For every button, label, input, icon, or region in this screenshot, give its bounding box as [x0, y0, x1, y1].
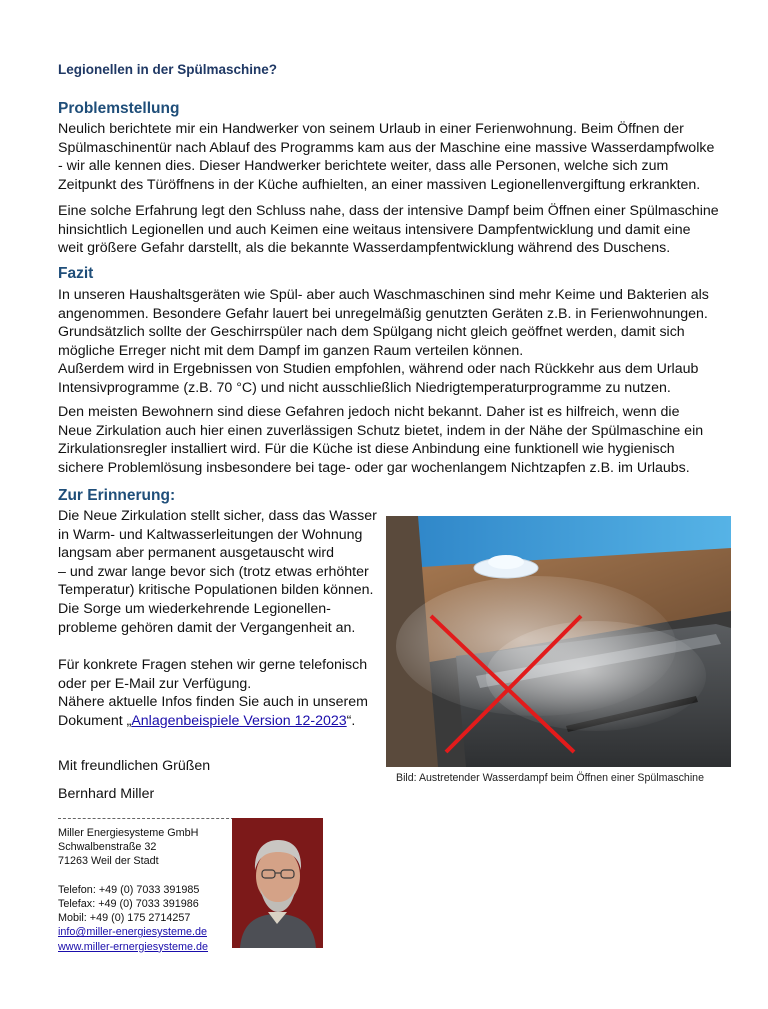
page-title: Legionellen in der Spülmaschine?	[58, 62, 278, 77]
mobile: Mobil: +49 (0) 175 2714257	[58, 912, 191, 925]
company-name: Miller Energiesysteme GmbH	[58, 827, 199, 839]
text-line: Neue Zirkulation auch hier einen zuverlässigen Schutz bietet, indem in der Nähe der Spülmaschine ein	[58, 422, 704, 439]
text-line: Zeitpunkt des Türöffnens in der Küche aufhielten, an einer massiven Legionellenvergiftung erkrankten.	[58, 176, 701, 193]
website-link[interactable]: www.miller-ernergiesysteme.de	[58, 940, 209, 953]
text-line: Temperatur) kritische Populationen bilden können.	[58, 582, 374, 599]
fax: Telefax: +49 (0) 7033 391986	[58, 898, 199, 910]
phone: Telefon: +49 (0) 7033 391985	[58, 883, 200, 896]
problem-heading: Problemstellung	[58, 100, 180, 117]
text-line: - wir alle kennen dies. Dieser Handwerker berichtete weiter, dass alle Personen, welche sich zum	[58, 158, 669, 175]
dishwasher-steam-photo	[386, 516, 731, 767]
text-line: In unseren Haushaltsgeräten wie Spül- aber auch Waschmaschinen sind mehr Keime und Bakterien als	[58, 287, 709, 303]
text-line: – und zwar lange bevor sich (trotz etwas erhöhter	[58, 563, 369, 580]
document-reference-line	[58, 712, 378, 731]
text-line: Grundsätzlich sollte der Geschirrspüler nach dem Spülgang nicht gleich geöffnet werden, damit sich	[58, 324, 685, 341]
text-line: mögliche Erreger nicht mit dem Dampf im ganzen Raum verteilen können.	[58, 342, 524, 359]
signature-divider	[58, 818, 234, 819]
text-line: probleme gehören damit der Vergangenheit an.	[58, 619, 356, 636]
text-line: Die Sorge um wiederkehrende Legionellen-	[58, 600, 331, 617]
spacer	[58, 869, 228, 883]
text-line: sichere Problemlösung insbesondere bei tage- oder gar wochenlangem Nichtzapfen z.B. im Urlaubs.	[58, 459, 690, 476]
text-line: Zirkulationsregler installiert wird. Für die Küche ist diese Anbindung eine funktionell wie hygienisch	[58, 441, 675, 458]
fazit-heading: Fazit	[58, 265, 94, 282]
document-link[interactable]: Anlagenbeispiele Version 12-2023	[131, 712, 347, 729]
text-line: Spülmaschinentür nach Ablauf des Programms kam aus der Maschine eine massive Wasserdampfwolke	[58, 139, 715, 156]
text-line: in Warm- und Kaltwasserleitungen der Wohnung	[58, 526, 363, 543]
doc-prefix: Dokument „	[58, 712, 132, 729]
text-line: Außerdem wird in Ergebnissen von Studien empfohlen, während oder nach Rückkehr aus dem Urlaub	[58, 361, 699, 378]
text-line: Den meisten Bewohnern sind diese Gefahren jedoch nicht bekannt. Daher ist es hilfreich, wenn die	[58, 404, 680, 420]
signature-name: Bernhard Miller	[58, 786, 155, 802]
text-line: weit größere Gefahr darstellt, als die bekannte Wasserdampfentwicklung während des Duschens.	[58, 240, 671, 257]
problem-paragraph-2	[58, 202, 738, 258]
text-line: angenommen. Besondere Gefahr lauert bei unregelmäßig genutzten Geräten z.B. in Ferienwohnungen.	[58, 305, 708, 322]
email-link[interactable]: info@miller-energiesysteme.de	[58, 926, 207, 939]
reminder-paragraph-2	[58, 656, 378, 730]
contact-block	[58, 826, 228, 954]
doc-suffix: “.	[346, 712, 356, 729]
author-portrait	[232, 818, 323, 948]
problem-paragraph-1	[58, 120, 738, 194]
text-line: langsam aber permanent ausgetauscht wird	[58, 545, 335, 562]
text-line: Eine solche Erfahrung legt den Schluss nahe, dass der intensive Dampf beim Öffnen einer Spülmaschine	[58, 203, 719, 219]
text-line: Neulich berichtete mir ein Handwerker von seinem Urlaub in einer Ferienwohnung. Beim Öffnen der	[58, 121, 684, 137]
street: Schwalbenstraße 32	[58, 841, 157, 854]
closing-greeting: Mit freundlichen Grüßen	[58, 758, 211, 774]
text-line: oder per E-Mail zur Verfügung.	[58, 675, 252, 692]
reminder-paragraph-1	[58, 507, 378, 637]
reminder-heading: Zur Erinnerung:	[58, 487, 176, 504]
text-line: Die Neue Zirkulation stellt sicher, dass das Wasser	[58, 508, 377, 524]
text-line: Intensivprogramme (z.B. 70 °C) und nicht ausschließlich Niedrigtemperaturprogramme zu nutzen.	[58, 379, 671, 396]
fazit-paragraph-2	[58, 403, 738, 477]
text-line: hinsichtlich Legionellen und auch Keimen eine weitaus intensivere Dampfentwicklung und damit eine	[58, 221, 691, 238]
text-line: Für konkrete Fragen stehen wir gerne telefonisch	[58, 657, 368, 673]
city: 71263 Weil der Stadt	[58, 855, 159, 868]
text-line: Nähere aktuelle Infos finden Sie auch in unserem	[58, 694, 368, 711]
photo-caption: Bild: Austretender Wasserdampf beim Öffnen einer Spülmaschine	[396, 772, 704, 784]
fazit-paragraph-1	[58, 286, 738, 398]
